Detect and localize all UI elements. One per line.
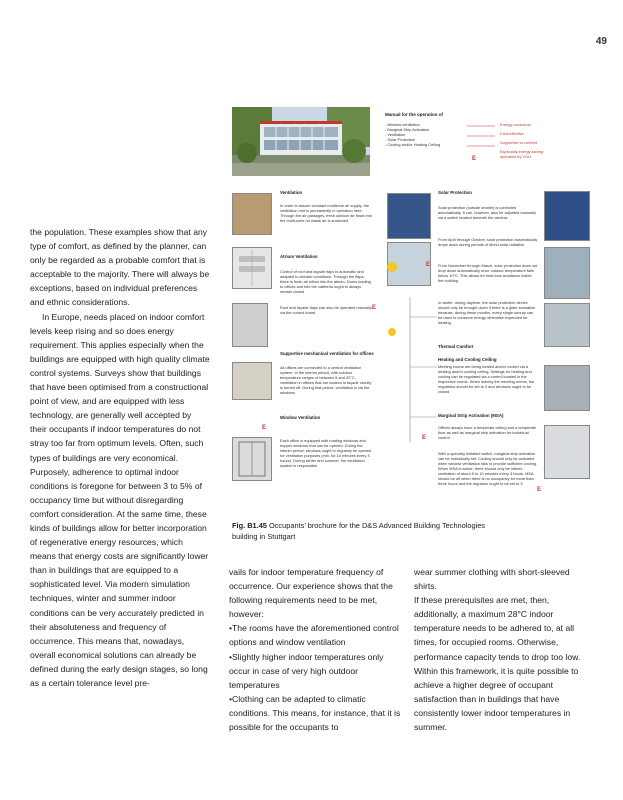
heating-text: Meeting rooms are being heated and/or cooled via a heating and/or cooling ceiling. Settings for heating and cooling can be regulated via a control located in the respective rooms. When leaving the meeting rooms, the regulators should be set to 3 and windows ought to be closed xyxy=(438,364,535,394)
manual-result: Cost-effective xyxy=(500,131,524,136)
ventilation-photo xyxy=(232,193,272,235)
exterior-shutter-photo xyxy=(544,247,590,299)
manual-item: - Marginal Strip Activation xyxy=(385,127,430,132)
marker-e: E xyxy=(426,262,431,268)
building-section-icon xyxy=(382,257,437,447)
louvre-photo xyxy=(544,303,590,347)
left-paragraph-1: the population. These examples show that any type of comfort, as defined by the planner, can only be regarded as a probable comfort that is acceptable to the majority. There will always be exceptions, based on individual preferences and ethnic considerations. xyxy=(30,227,210,308)
solar-text-3: From November through March, solar protection does not drop down automatically once outdoor temperature falls below 10°C. This allows for heat loss avoidance inside the building xyxy=(438,263,538,283)
msa-switch-photo xyxy=(544,425,590,479)
atrium-photo xyxy=(232,247,272,289)
atrium-text: Control of roof and façade flaps is automatic and adapted to climatic conditions. Through the flaps, there is fresh air inflow into the atrium. Doors leading to offices and into the cafeteria ought to always remain closed xyxy=(280,269,371,294)
window-heading: Window Ventilation xyxy=(280,415,321,420)
arrow-icon xyxy=(467,124,497,154)
solar-text: Solar protection (outside shutter) is controlled automatically. It can, however, also be adjusted manually via a switch located beneath the window xyxy=(438,205,536,220)
switch-photo xyxy=(544,191,590,241)
solar-control-photo xyxy=(387,193,431,239)
figure-brochure xyxy=(232,107,590,541)
middle-column xyxy=(229,565,401,734)
window-icon xyxy=(233,438,271,480)
msa-text: Offices always have a temperate ceiling and a temperate floor as well as marginal strip activation for individual control xyxy=(438,425,536,440)
window-photo xyxy=(232,437,272,481)
marker-e: E xyxy=(537,487,542,493)
ventilation-heading: Ventilation xyxy=(280,190,303,195)
manual-result: Supportive to comfort xyxy=(500,140,537,145)
msa-text-2: With a specially installed switch, marginal strip activation can be individually set. Cooling should only be activated when window ventilation fails to provide sufficient cooling. When MSA is active, there should only be interim ventilation of about 5 to 10 minutes every 3 hours. MSA should be off when there is no occupancy for more than three hours and the regulator ought to be set to 3 xyxy=(438,451,537,486)
right-paragraph-1: wear summer clothing with short-sleeved shirts. xyxy=(414,567,570,592)
marker-e: E xyxy=(372,305,377,311)
manual-results xyxy=(500,122,585,159)
marker-e: E xyxy=(472,156,477,162)
ventilation-text: In order to assure constant multizone air supply, the ventilation unit is permanently in operation here. Through the air passages, fresh outdoor air flows into the multi-zone nd waste air is suctioned xyxy=(280,203,372,223)
right-column xyxy=(414,565,594,734)
msa-heading: Marginal Strip Activation (MSA) xyxy=(438,413,504,418)
solar-text-2: From April through October, solar protection automatically drops down during periods of direct solar radiation xyxy=(438,237,538,247)
manual-item: - Cooling and/or Heating Ceiling xyxy=(385,142,441,147)
manual-result: Energy conscious xyxy=(500,122,531,127)
left-column xyxy=(30,225,210,690)
control-board-photo xyxy=(232,303,268,347)
ceiling-photo xyxy=(544,365,590,411)
window-text: Each office is equipped with rotating windows and hopper windows that can be opened. During the interim period, windows ought to regularly be opened for ventilation purposes (min. for 10 minutes every 3 hours). During winter and summer, the ventilation system is responsible xyxy=(280,438,372,468)
building-photo xyxy=(232,107,370,176)
marker-e: E xyxy=(422,435,427,441)
manual-item: - Solar Protection xyxy=(385,137,416,142)
marker-e: E xyxy=(262,425,267,431)
heating-heading: Heating and Cooling Ceiling xyxy=(438,357,497,362)
manual-item: - Ventilation xyxy=(385,132,406,137)
manual-item: - Window ventilation xyxy=(385,122,420,127)
atrium-heading: Atrium Ventilation xyxy=(280,254,318,259)
atrium-text-2: Roof and façade flaps can also be operated manually via the control board xyxy=(280,305,372,315)
left-paragraph-2: In Europe, needs placed on indoor comfort levels keep rising and so does energy requirement. This applies especially when the buildings are equipped with high quality climate control systems. Surveys show that buildings that have been optimised from a constructional point of view, and are equipped with less technology, are generally well accepted by their occupants if indoor temperatures do not stray too far from optimum levels. Often, such types of buildings are very economical. Purposely, adherence to optimal indoor conditions is foregone for between 3 to 5% of occupancy time but without disregarding comfort consideration. At the same time, these kinds of buildings allow for better incorporation of regenerative energy resources, which means that energy costs are significantly lower than in buildings that are equipped to a sophisticated level. Via modern simulation techniques, winter and summer indoor conditions can be very accurately predicted in their absoluteness and frequency of occurrence. This means that, nowadays, overall economical solutions can already be defined during the early design stages, so long as a certain tolerance level pre- xyxy=(30,311,210,688)
caption-label: Fig. B1.45 xyxy=(232,521,267,530)
atrium-icon xyxy=(233,248,271,288)
solar-heading: Solar Protection xyxy=(438,190,472,195)
page-number: 49 xyxy=(595,36,607,47)
bullet-item: • Slightly higher indoor temperatures only occur in case of very high outdoor temperatures xyxy=(229,650,401,692)
support-text: All offices are connected to a central ventilation system. In the interim period, with outdoor temperature ranges of between 5 and 20°C, ventilation in offices that are located in façade vicinity is turned off. During that period, ventilation is via the windows xyxy=(280,365,372,395)
bullet-item: • Clothing can be adapted to climatic conditions. This means, for instance, that it is possible for the occupants to xyxy=(229,692,401,734)
support-heading: Supportive mechanical ventilation for offices xyxy=(280,351,374,356)
thermal-heading: Thermal Comfort xyxy=(438,344,474,349)
office-photo xyxy=(232,362,272,400)
middle-paragraph: vails for indoor temperature frequency of occurrence. Our experience shows that the following requirements need to be met, however: xyxy=(229,567,393,620)
right-paragraph-2: If these prerequisites are met, then, additionally, a maximum 28°C indoor temperature needs to be adhered to, at all times, for occupied rooms. Otherwise, performance capacity tends to drop too low. Within this framework, it is quite possible to achieve a higher degree of occupant satisfaction than in buildings that have consistently lower indoor temperatures in summer. xyxy=(414,595,581,733)
figure-caption xyxy=(232,521,512,542)
bullet-item: • The rooms have the aforementioned control options and window ventilation xyxy=(229,621,401,649)
solar-text-4: In winter, during daytime, the solar protection device should only be brought down if there is a glare sensation because, during these months, every single sunray can be used to conserve energy otherwise expended for heating xyxy=(438,300,536,325)
caption-text: Occupants’ brochure for the D&S Advanced Building Technologies building in Stuttgart xyxy=(232,521,486,541)
manual-result: Especially energy-saving operation by YOU xyxy=(500,149,544,159)
manual-title: Manual for the operation of xyxy=(385,112,443,117)
